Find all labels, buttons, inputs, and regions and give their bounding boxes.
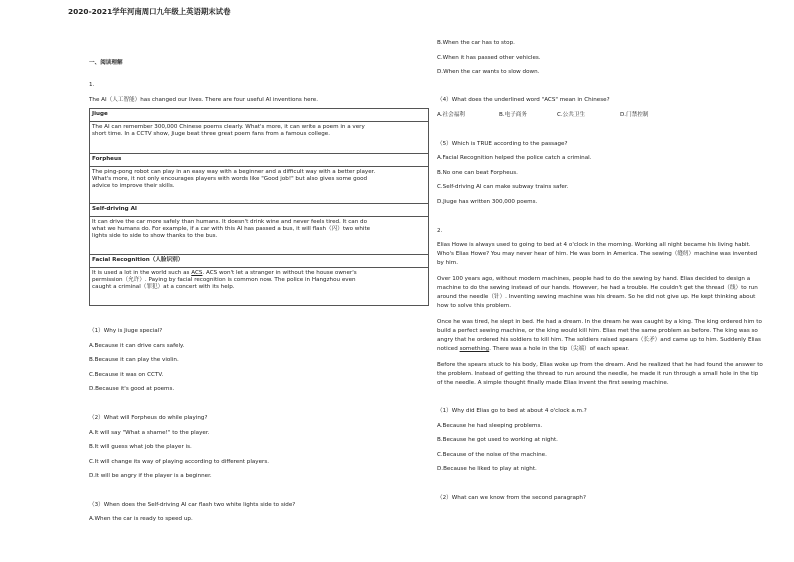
answer-option: B.电子商务: [499, 112, 527, 118]
question-stem: （1）Why did Elias go to bed at about 4 o'clock a.m.?: [437, 408, 587, 414]
answer-option: A.社会福利: [437, 112, 465, 118]
text-line: what we humans do. For example, if a car with this AI has passed a bus, it will flash（闪）two white: [92, 225, 371, 232]
table-cell-self-driving: [90, 217, 429, 255]
question-number: 1.: [89, 82, 95, 88]
answer-option: A.It will say "What a shame!" to the player.: [89, 430, 210, 436]
passage-line: Once he was tired, he slept in bed. He had a dream. In the dream he was caught by a king. The king ordered him to: [437, 319, 762, 325]
table-header-facial-recognition: Facial Recognition（人脸识别）: [90, 255, 429, 268]
passage-line: the problem. Instead of getting the thread to run around the needle, he made it run through a small hole in the tip: [437, 371, 759, 377]
answer-option: D.It will be angry if the player is a beginner.: [89, 473, 212, 479]
text-line: advice to improve their skills.: [92, 183, 175, 190]
text-line: It can drive the car more safely than humans. It doesn't drink wine and never feels tired. It can do: [92, 218, 368, 225]
passage-line: around the needle（针）. Inventing sewing machine was his dream. So he did not give up. He kept thinking about: [437, 294, 756, 300]
answer-option: D.When the car wants to slow down.: [437, 69, 540, 75]
text-span: It is used a lot in the world such as: [92, 269, 192, 276]
question-stem: （4）What does the underlined word "ACS" mean in Chinese?: [437, 97, 610, 103]
answer-option: C.Self-driving AI can make subway trains safer.: [437, 184, 569, 190]
question-number: 2.: [437, 228, 443, 234]
passage-line: Elias Howe is always used to going to bed at 4 o'clock in the morning. Working all night became his living habit.: [437, 242, 751, 248]
answer-option: A.Because it can drive cars safely.: [89, 343, 185, 349]
passage-line: Over 100 years ago, without modern machines, people had to do the sewing by hand. Elias decided to design a: [437, 276, 751, 282]
underlined-word: something: [459, 346, 490, 352]
text-line: The AI can remember 300,000 Chinese poems clearly. What's more, it can write a poem in a very: [92, 123, 365, 130]
answer-option: B.Because he got used to working at night.: [437, 437, 558, 443]
passage-line: build a perfect sewing machine, or the king would kill him. Elias met the same problem as before. The king was so: [437, 328, 758, 334]
answer-option: A.Facial Recognition helped the police catch a criminal.: [437, 155, 592, 161]
text-line: The ping-pong robot can play in an easy way with a beginner and a difficult way with a better player.: [92, 168, 376, 175]
answer-option: D.Because he liked to play at night.: [437, 466, 537, 472]
answer-option: D.Because it's good at poems.: [89, 386, 175, 392]
answer-option: D.Jiuge has written 300,000 poems.: [437, 199, 538, 205]
text-line: short time. In a CCTV show, Jiuge beat three great poem fans from a famous college.: [92, 130, 331, 137]
answer-option: C.Because it was on CCTV.: [89, 372, 164, 378]
answer-option: B.When the car has to stop.: [437, 40, 515, 46]
text-span: noticed: [437, 346, 460, 352]
text-line: lights side to side to show thanks to the bus.: [92, 233, 218, 240]
answer-option: A.When the car is ready to speed up.: [89, 516, 193, 522]
answer-option: B.Because it can play the violin.: [89, 357, 179, 363]
passage-line: of the needle. A simple thought finally made Elias invent the first sewing machine.: [437, 380, 669, 386]
passage-line: Who's Elias Howe? You may never hear of him. He was born in America. The sewing（缝纫）machine was invented: [437, 251, 758, 257]
section-heading: 一、阅读理解: [89, 60, 123, 66]
text-line: What's more, it not only encourages players with words like "Good job!" but also gives some good: [92, 175, 368, 182]
answer-option: B.No one can beat Forpheus.: [437, 170, 518, 176]
question-stem: （3）When does the Self-driving AI car flash two white lights side to side?: [89, 502, 296, 508]
table-cell-jiuge: [90, 122, 429, 154]
question-stem: （1）Why is Jiuge special?: [89, 328, 163, 334]
table-cell-forpheus: [90, 167, 429, 204]
answer-option: C.It will change its way of playing according to different players.: [89, 459, 270, 465]
passage-line: [437, 346, 629, 353]
passage-intro: The AI（人工智能）has changed our lives. There are four useful AI inventions here.: [89, 97, 319, 103]
answer-option: A.Because he had sleeping problems.: [437, 423, 543, 429]
question-stem: （5）Which is TRUE according to the passage?: [437, 141, 568, 147]
table-header-forpheus: Forpheus: [90, 154, 429, 167]
text-line: caught a criminal（罪犯）at a concert with its help.: [92, 284, 235, 291]
passage-line: Before the spears stuck to his body, Elias woke up from the dream. And he realized that he had found the answer to: [437, 362, 763, 368]
passage-line: by him.: [437, 260, 458, 266]
answer-option: C.When it has passed other vehicles.: [437, 55, 541, 61]
answer-option: C.Because of the noise of the machine.: [437, 452, 547, 458]
text-line: [92, 270, 426, 277]
answer-option: B.It will guess what job the player is.: [89, 444, 192, 450]
table-cell-facial-recognition: [90, 268, 429, 306]
text-line: permission（允许）. Paying by facial recognition is common now. The police in Hangzhou even: [92, 276, 356, 283]
table-header-self-driving: Self-driving AI: [90, 204, 429, 217]
answer-option: C.公共卫生: [557, 112, 586, 118]
question-stem: （2）What will Forpheus do while playing?: [89, 415, 208, 421]
text-span: . ACS won't let a stranger in without the house owner's: [202, 269, 357, 276]
passage-line: machine to do the sewing instead of our hands. However, he had a trouble. He couldn't get the thread（线）to run: [437, 285, 758, 291]
ai-inventions-table: [89, 108, 429, 306]
page-title: 2020-2021学年河南周口九年级上英语期末试卷: [68, 7, 231, 16]
table-header-jiuge: Jiuge: [90, 109, 429, 122]
answer-option: D.门禁控制: [620, 112, 649, 118]
passage-line: how to solve this problem.: [437, 303, 512, 309]
underlined-word: ACS: [191, 269, 203, 276]
question-stem: （2）What can we know from the second paragraph?: [437, 495, 586, 501]
text-span: . There was a hole in the tip（尖端）of each spear.: [489, 346, 630, 352]
passage-line: angry that he ordered his soldiers to kill him. The soldiers raised spears（长矛）and came up to him. Suddenly Elias: [437, 337, 761, 343]
